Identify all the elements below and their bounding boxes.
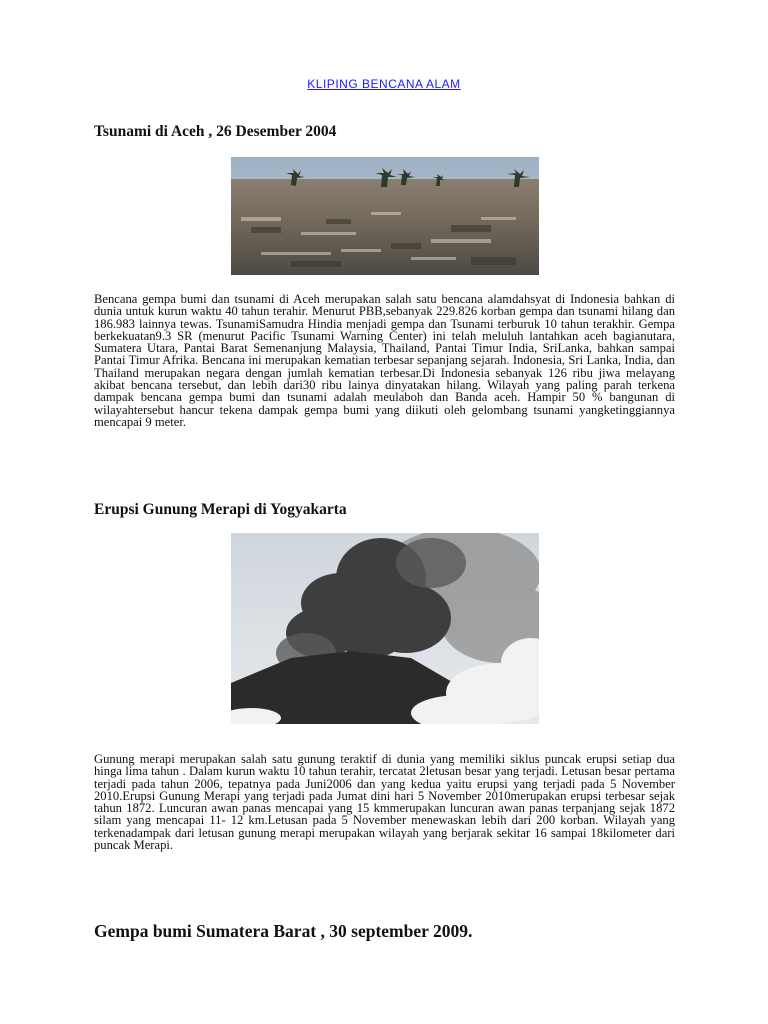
section-heading-merapi: Erupsi Gunung Merapi di Yogyakarta (94, 501, 347, 518)
merapi-eruption-photo (231, 533, 539, 724)
document-title-link[interactable]: KLIPING BENCANA ALAM (307, 77, 461, 91)
tsunami-aceh-photo (231, 157, 539, 275)
section-heading-sumatera-barat: Gempa bumi Sumatera Barat , 30 september 2009. (94, 921, 473, 941)
paragraph-tsunami: Bencana gempa bumi dan tsunami di Aceh merupakan salah satu bencana alamdahsyat di Indonesia bahkan di dunia untuk kurun waktu 40 tahun terahir. Menurut PBB,sebanyak 229.826 korban gempa dan tsunami hilang dan 186.983 lainnya tewas. TsunamiSamudra Hindia menjadi gempa dan Tsunami terburuk 10 tahun terakhir. Gempa berkekuatan9.3 SR (menurut Pacific Tsunami Warning Center) ini telah meluluh lantahkan aceh bagianutara, Sumatera Utara, Pantai Barat Semenanjung Malaysia, Thailand, Pantai Timur India, SriLanka, bahkan sampai Pantai Timur Afrika. Bencana ini merupakan kematian terbesar sepanjang sejarah. Indonesia, Sri Lanka, India, dan Thailand merupakan negara dengan jumlah kematian terbesar.Di Indonesia sebanyak 126 ribu jiwa melayang akibat bencana tersebut, dan lebih dari30 ribu lainya dinyatakan hilang. Wilayah yang paling parah terkena dampak bencana gempa bumi dan tsunami adalah meulaboh dan Banda aceh. Hampir 50 % bangunan di wilayahtersebut hancur tekena dampak gempa bumi yang diikuti oleh gelombang tsunami yangketinggiannya mencapai 9 meter. (94, 292, 675, 429)
section-heading-tsunami: Tsunami di Aceh , 26 Desember 2004 (94, 123, 337, 140)
paragraph-merapi: Gunung merapi merupakan salah satu gunung teraktif di dunia yang memiliki siklus puncak erupsi setiap dua hinga lima tahun . Dalam kurun waktu 10 tahun terahir, tercatat 2letusan besar yang terjadi. Letusan besar pertama terjadi pada tahun 2006, tepatnya pada Juni2006 dan yang kedua yaitu erupsi yang terjadi pada 5 November 2010.Erupsi Gunung Merapi yang terjadi pada Jumat dini hari 5 November 2010merupakan erupsi terbesar sejak tahun 1872. Luncuran awan panas mencapai yang 15 kmmerupakan luncuran awan panas terpanjang sejak 1872 silam yang mencapai 11- 12 km.Letusan pada 5 November menewaskan lebih dari 200 korban. Wilayah yang terkenadampak dari letusan gunung merapi merupakan wilayah yang berjarak sekitar 16 sampai 18kilometer dari puncak Merapi. (94, 752, 675, 853)
